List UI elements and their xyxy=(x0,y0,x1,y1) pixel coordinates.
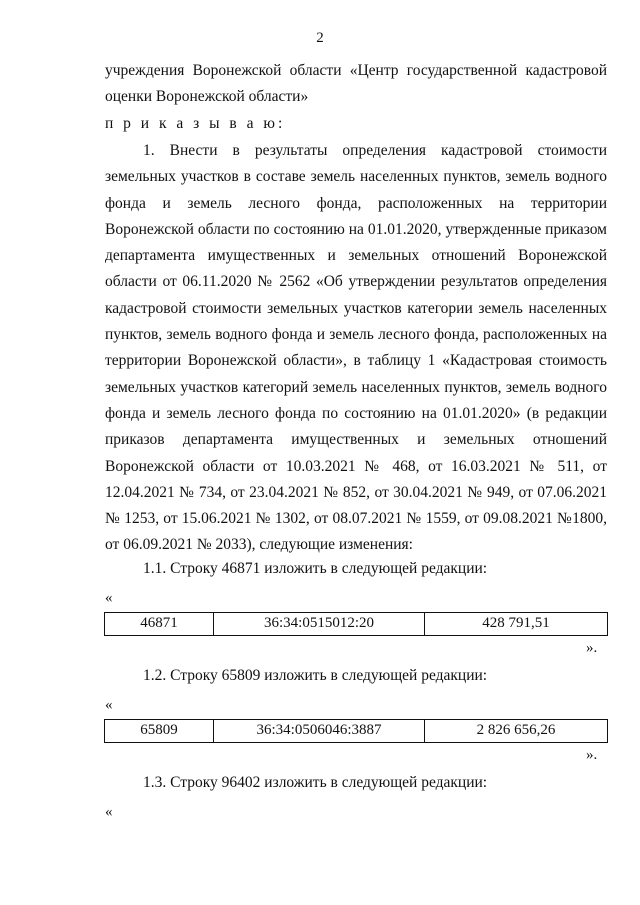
cadastral-number-cell: 36:34:0515012:20 xyxy=(214,613,425,636)
subitem-1-3-heading: 1.3. Строку 96402 изложить в следующей редакции: xyxy=(143,774,488,791)
table-row-65809 xyxy=(104,719,608,743)
table-row-46871 xyxy=(104,612,608,636)
subitem-1-1-heading: 1.1. Строку 46871 изложить в следующей редакции: xyxy=(143,560,488,577)
row-number-cell: 46871 xyxy=(105,613,214,636)
quote-open-3: « xyxy=(105,804,113,820)
quote-open-1: « xyxy=(105,590,113,606)
cadastral-value-cell: 2 826 656,26 xyxy=(425,720,608,743)
order-word: п р и к а з ы в а ю: xyxy=(105,115,286,132)
quote-close-1: ». xyxy=(586,640,598,656)
cadastral-value-cell: 428 791,51 xyxy=(425,613,608,636)
page-number: 2 xyxy=(316,30,324,46)
item-1-paragraph: 1. Внести в результаты определения кадастровой стоимости земельных участков в составе земель населенных пунктов, земель водного фонда и земель лесного фонда, расположенных на территории Воронежской области по состоянию на 01.01.2020, утвержденные приказом департамента имущественных и земельных отношений Воронежской области от 06.11.2020 № 2562 «Об утверждении результатов определения кадастровой стоимости земельных участков категории земель населенных пунктов, земель водного фонда и земель лесного фонда, расположенных на территории Воронежской области», в таблицу 1 «Кадастровая стоимость земельных участков категорий земель населенных пунктов, земель водного фонда и земель лесного фонда по состоянию на 01.01.2020» (в редакции приказов департамента имущественных и земельных отношений Воронежской области от 10.03.2021 № 468, от 16.03.2021 № 511, от 12.04.2021 № 734, от 23.04.2021 № 852, от 30.04.2021 № 949, от 07.06.2021 № 1253, от 15.06.2021 № 1302, от 08.07.2021 № 1559, от 09.08.2021 №1800, от 06.09.2021 № 2033), следующие изменения: xyxy=(105,142,607,554)
cadastral-number-cell: 36:34:0506046:3887 xyxy=(214,720,425,743)
quote-open-2: « xyxy=(105,697,113,713)
intro-paragraph: учреждения Воронежской области «Центр государственной кадастровой оценки Воронежской области» xyxy=(105,62,607,106)
subitem-1-2-heading: 1.2. Строку 65809 изложить в следующей редакции: xyxy=(143,667,488,684)
quote-close-2: ». xyxy=(586,747,598,763)
row-number-cell: 65809 xyxy=(105,720,214,743)
